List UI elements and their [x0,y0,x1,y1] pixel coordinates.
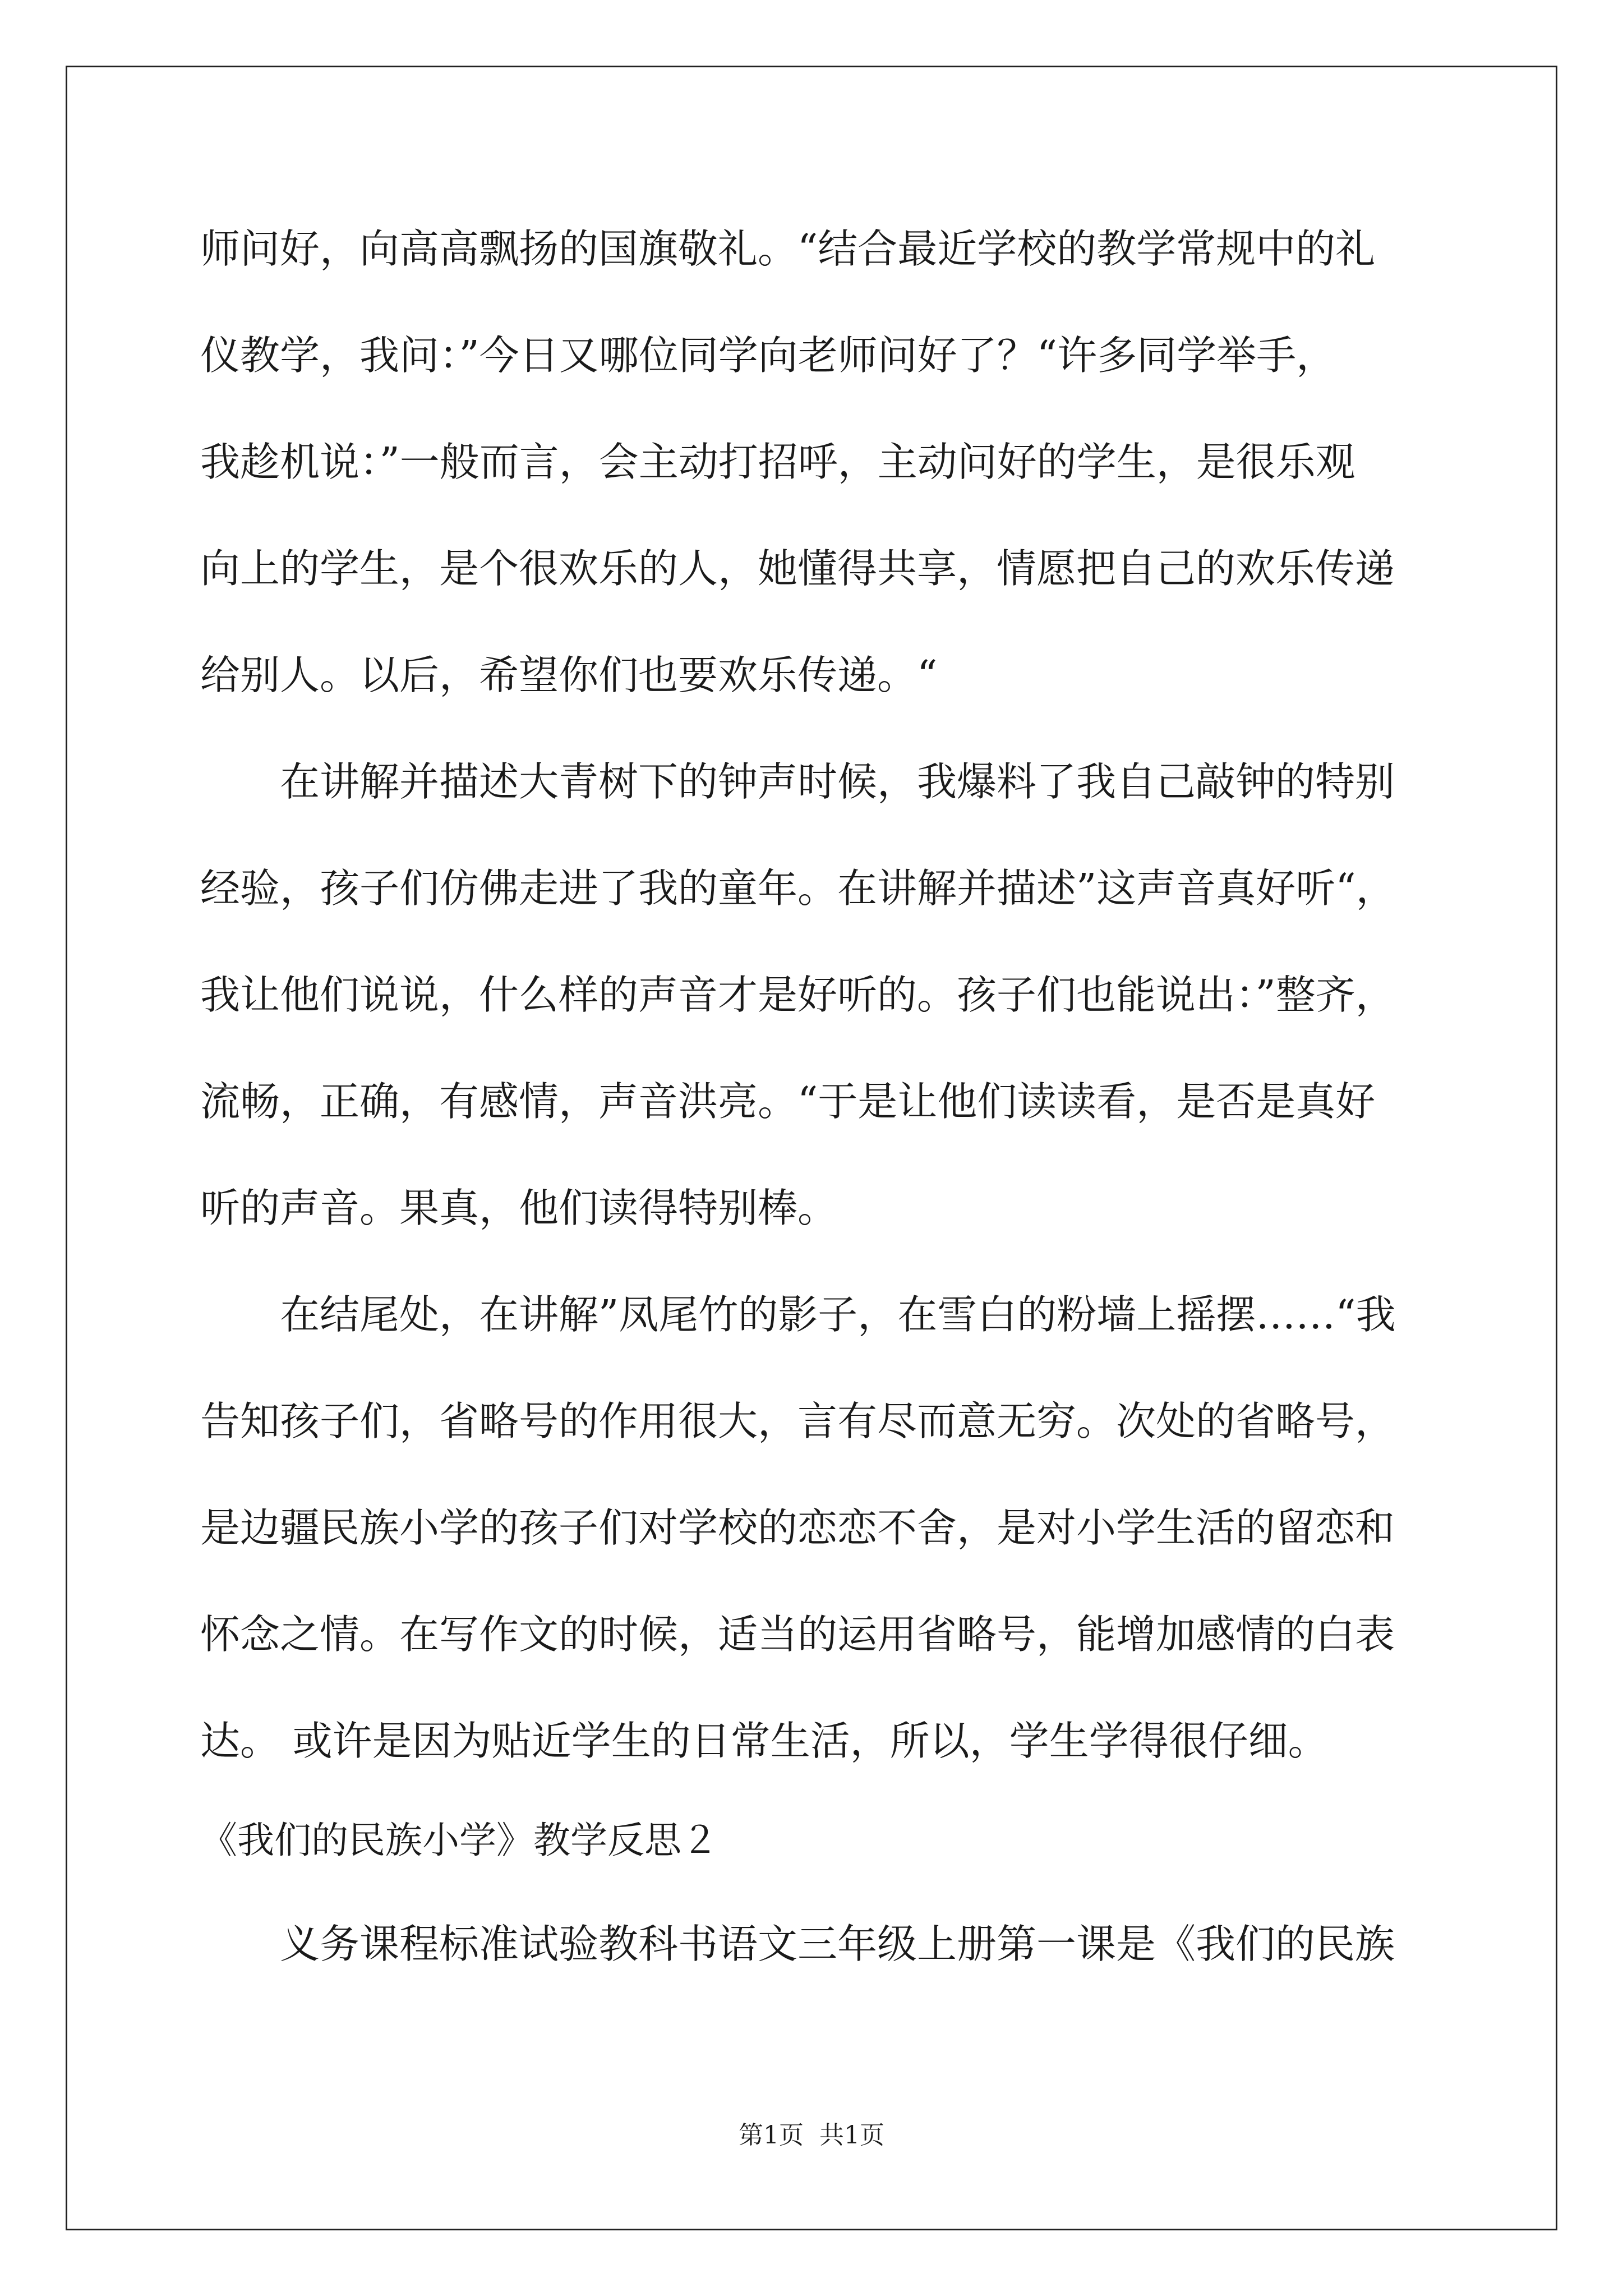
text-line: 义务课程标准试验教科书语文三年级上册第一课是《我们的民族 [200,1921,1395,1967]
text-line: 师问好，向高高飘扬的国旗敬礼。“结合最近学校的教学常规中的礼 [200,226,1376,272]
text-line: 告知孩子们，省略号的作用很大，言有尽而意无穷。次处的省略号， [200,1398,1395,1444]
text-line: 达。 或许是因为贴近学生的日常生活，所以，学生学得很仔细。 [200,1718,1328,1764]
text-line: 向上的学生，是个很欢乐的人，她懂得共享，情愿把自己的欢乐传递 [200,545,1395,592]
text-line: 在结尾处，在讲解”凤尾竹的影子，在雪白的粉墙上摇摆……“我 [200,1291,1396,1338]
page-footer: 第1页 共1页 [739,2121,884,2150]
text-line: 经验，孩子们仿佛走进了我的童年。在讲解并描述”这声音真好听“， [200,865,1396,912]
text-line: 听的声音。果真，他们读得特别棒。 [200,1185,838,1231]
section-heading: 《我们的民族小学》教学反思２ [200,1819,718,1862]
text-line: 我让他们说说，什么样的声音才是好听的。孩子们也能说出：”整齐， [200,972,1395,1018]
text-line: 给别人。以后，希望你们也要欢乐传递。“ [200,652,938,698]
text-line: 我趁机说：”一般而言，会主动打招呼，主动问好的学生，是很乐观 [200,439,1355,485]
text-line: 仪教学，我问：”今日又哪位同学向老师问好了？“许多同学举手， [200,332,1336,379]
text-line: 在讲解并描述大青树下的钟声时候，我爆料了我自己敲钟的特别 [200,758,1395,805]
page-frame [66,66,1557,2230]
text-line: 怀念之情。在写作文的时候，适当的运用省略号，能增加感情的白表 [200,1611,1395,1658]
text-line: 流畅，正确，有感情，声音洪亮。“于是让他们读读看，是否是真好 [200,1078,1376,1125]
text-line: 是边疆民族小学的孩子们对学校的恋恋不舍，是对小学生活的留恋和 [200,1504,1395,1551]
